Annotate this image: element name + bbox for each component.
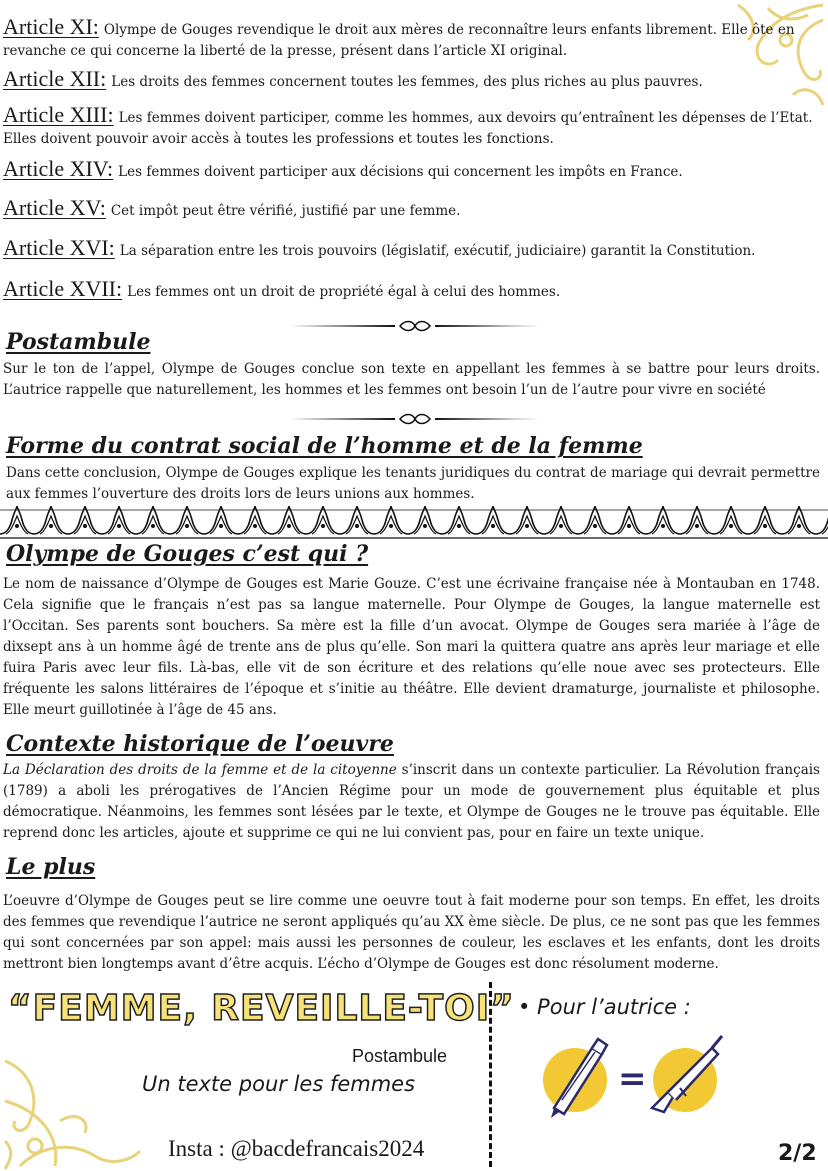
forme-heading: Forme du contrat social de l’homme et de la femme [6, 433, 643, 459]
plus-heading: Le plus [6, 854, 96, 880]
postambule-heading: Postambule [6, 329, 151, 355]
instagram-handle: Insta : @bacdefrancais2024 [168, 1136, 425, 1161]
article-tag: Article XIII: [3, 102, 114, 127]
ornament-divider [290, 319, 540, 333]
article-xv [3, 197, 820, 222]
article-text: Les femmes doivent participer aux décisions qui concernent les impôts en France. [118, 164, 683, 180]
rifle-icon [652, 1036, 722, 1112]
qui-text: Le nom de naissance d’Olympe de Gouges est Marie Gouze. C’est une écrivaine française née à Montauban en 1748. Cela signifie que le français n’est pas sa langue maternelle. Pour Olympe de Gouges, la langue maternelle est l’Occitan. Ses parents sont bouchers. Sa mère est la fille d’un avocat. Olympe de Gouges sera mariée à l’âge de dixsept ans à un homme âgé de trente ans de plus qu’elle. Son mari la quittera quatre ans après leur mariage et elle fuira Paris avec leur fils. Là-bas, elle vit de son écriture et des relations qu’elle noue avec ses protecteurs. Elle fréquente les salons littéraires de l’époque et s’initie au théâtre. Elle devient dramaturge, journaliste et philosophe. Elle meurt guillotinée à l’âge de 45 ans. [3, 576, 820, 718]
plus-text: L’oeuvre d’Olympe de Gouges peut se lire comme une oeuvre tout à fait moderne pour son temps. En effet, les droits des femmes que revendique l’autrice ne seront appliqués qu’au XX ème siècle. De plus, ce ne sont pas que les femmes qui sont concernées par son appel: mais aussi les personnes de couleur, les esclaves et les enfants, dont les droits mettront bien longtemps avant d’être acquis. L’écho d’Olympe de Gouges est donc résolument moderne. [3, 893, 820, 972]
page-number: 2/2 [778, 1141, 817, 1166]
article-tag: Article XVI: [3, 235, 115, 260]
article-tag: Article XV: [3, 195, 106, 220]
article-text: La séparation entre les trois pouvoirs (législatif, exécutif, judiciaire) garantit la Constitution. [119, 243, 756, 259]
slogan: “FEMME, REVEILLE-TOI” [8, 988, 515, 1029]
article-text: Les droits des femmes concernent toutes les femmes, des plus riches au plus pauvres. [111, 74, 703, 90]
article-text: Olympe de Gouges revendique le droit aux mères de reconnaître leurs enfants librement. Elle ôte en revanche ce qui concerne la liberté de la presse, présent dans l’article XI original. [3, 22, 795, 59]
article-xiv [3, 158, 820, 183]
article-xiii [3, 104, 820, 150]
ornament-divider [290, 412, 540, 426]
dashed-separator [489, 982, 492, 1167]
contexte-text [3, 760, 820, 844]
pen-icon [543, 1039, 607, 1118]
forme-text: Dans cette conclusion, Olympe de Gouges explique les tenants juridiques du contrat de mariage qui devrait permettre aux femmes l’ouverture des droits lors de leurs unions aux hommes. [6, 465, 820, 502]
qui-heading: Olympe de Gouges c’est qui ? [6, 541, 369, 567]
article-xi [3, 16, 820, 62]
slogan-source: Postambule [352, 1046, 448, 1066]
article-text: Les femmes doivent participer, comme les hommes, aux devoirs qu’entraînent les dépenses de l’Etat. Elles doivent pouvoir avoir accès à toutes les professions et toutes les fonctions. [3, 110, 813, 147]
pour-autrice-label: • Pour l’autrice : [518, 995, 691, 1019]
equals-sign: = [618, 1059, 647, 1099]
article-xvi [3, 237, 820, 262]
contexte-body: s’inscrit dans un contexte particulier. La Révolution français (1789) a aboli les prérogatives de l’Ancien Régime pour un mode de gouvernement plus équitable et plus démocratique. Néanmoins, les femmes sont lésées par le texte, et Olympe de Gouges ne le trouve pas équitable. Elle reprend donc les articles, ajoute et supprime ce qui ne lui convient pas, pour en faire un texte unique. [3, 762, 820, 841]
article-text: Cet impôt peut être vérifié, justifié par une femme. [110, 203, 461, 219]
article-tag: Article XVII: [3, 276, 123, 301]
article-xii [3, 68, 820, 93]
article-tag: Article XI: [3, 14, 99, 39]
article-text: Les femmes ont un droit de propriété égal à celui des hommes. [127, 284, 561, 300]
postambule-text: Sur le ton de l’appel, Olympe de Gouges conclue son texte en appellant les femmes à se battre pour leurs droits. L’autrice rappelle que naturellement, les hommes et les femmes ont besoin l’un de l’autre pour vivre en société [3, 361, 820, 398]
article-xvii [3, 278, 820, 303]
corner-flourish-bottom-left [0, 1041, 150, 1171]
work-title: La Déclaration des droits de la femme et de la citoyenne [3, 762, 397, 778]
pen-equals-rifle-illustration [540, 1030, 730, 1120]
article-tag: Article XIV: [3, 156, 114, 181]
handwritten-note: Un texte pour les femmes [142, 1072, 416, 1096]
ornamental-band [0, 502, 828, 542]
article-tag: Article XII: [3, 66, 107, 91]
contexte-heading: Contexte historique de l’oeuvre [6, 731, 394, 757]
